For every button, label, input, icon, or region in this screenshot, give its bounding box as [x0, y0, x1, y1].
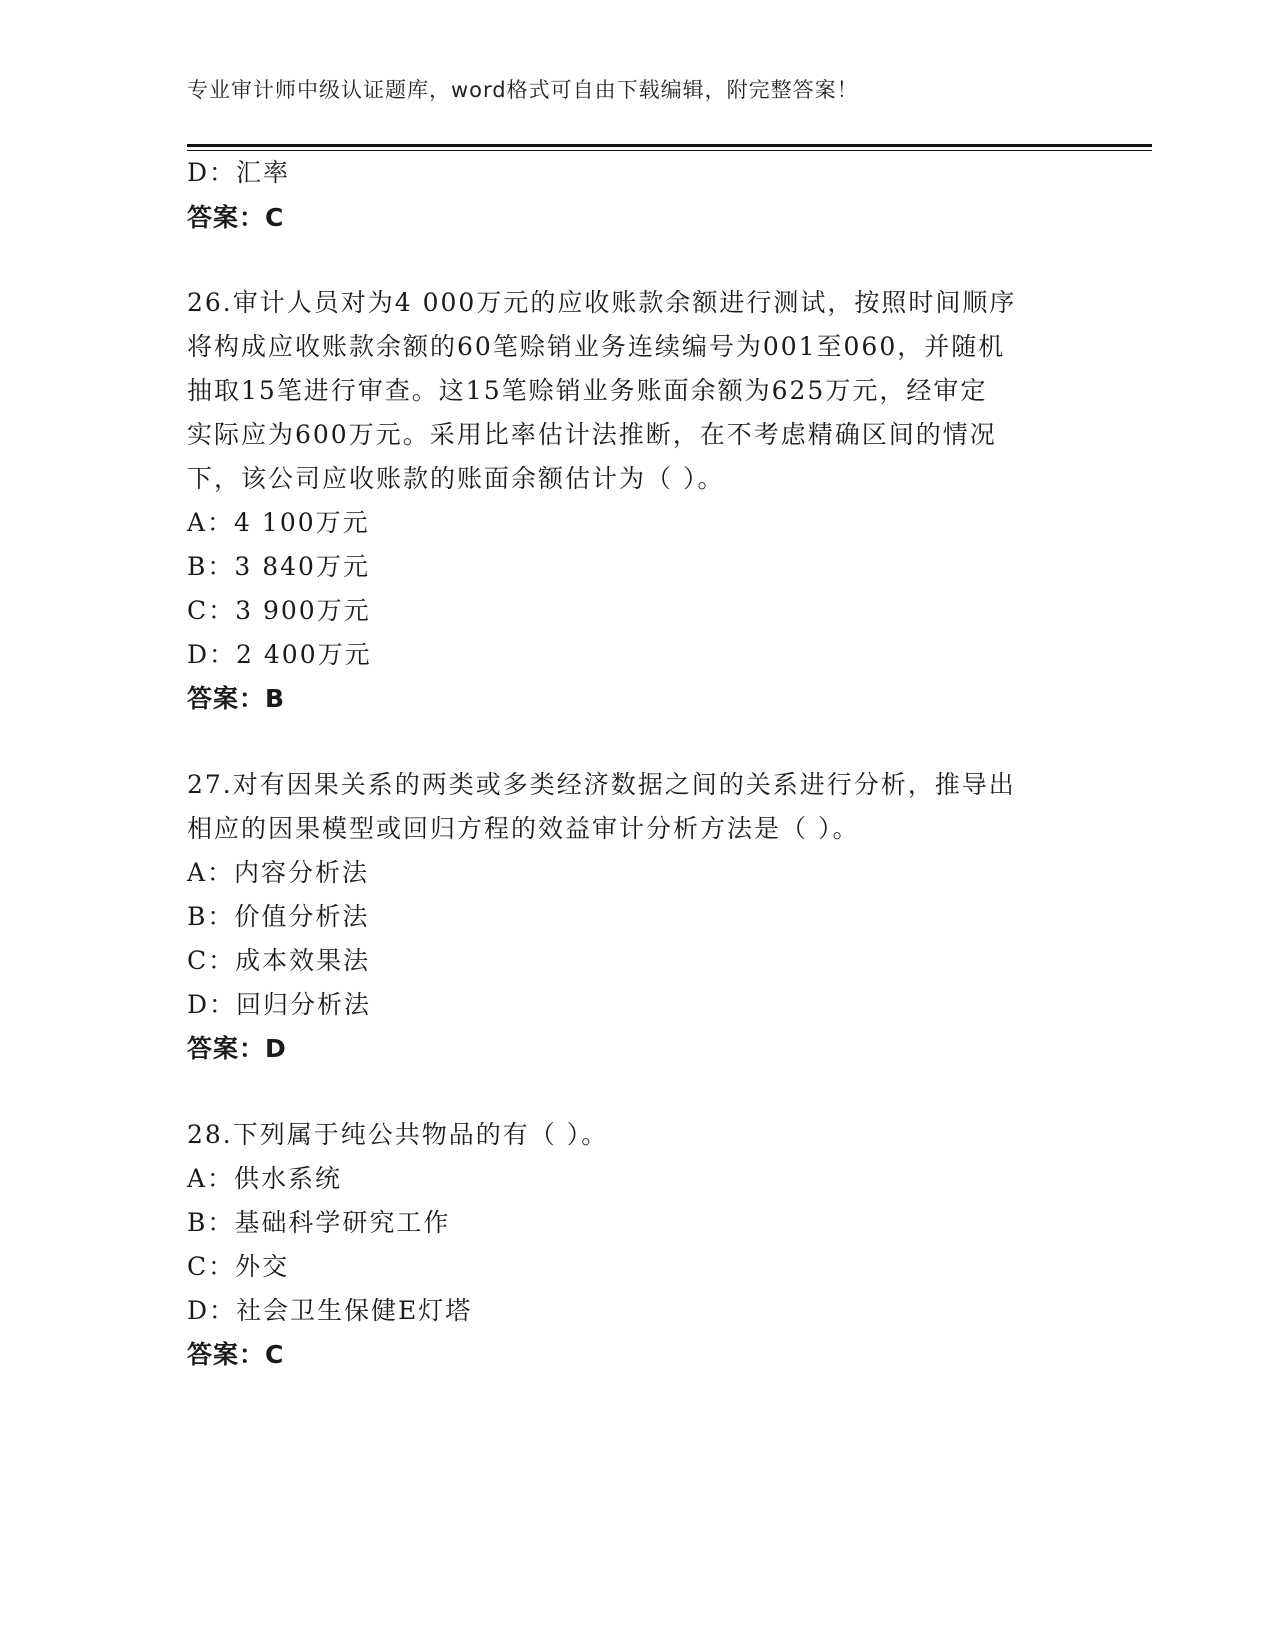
- q28-option-d: D：社会卫生保健E灯塔: [187, 1296, 473, 1325]
- q28-stem-line: 28.下列属于纯公共物品的有（ ）。: [187, 1120, 609, 1149]
- q27-option-d: D：回归分析法: [187, 990, 372, 1019]
- q28-option-a: A：供水系统: [187, 1164, 343, 1193]
- q28-option-b: B：基础科学研究工作: [187, 1208, 451, 1237]
- q26-stem-line: 抽取15笔进行审查。这15笔赊销业务账面余额为625万元，经审定: [187, 376, 988, 405]
- q26-option-b: B：3 840万元: [187, 552, 370, 581]
- q27-stem-line: 相应的因果模型或回归方程的效益审计分析方法是（ ）。: [187, 814, 860, 843]
- header-rule-thick: [187, 144, 1152, 147]
- q26-answer: 答案：B: [187, 684, 286, 713]
- q27-option-c: C：成本效果法: [187, 946, 371, 975]
- q26-stem-line: 下，该公司应收账款的账面余额估计为（ ）。: [187, 464, 725, 493]
- page-header: 专业审计师中级认证题库，word格式可自由下载编辑，附完整答案！: [187, 78, 859, 102]
- q27-stem-line: 27.对有因果关系的两类或多类经济数据之间的关系进行分析，推导出: [187, 770, 1016, 799]
- q26-stem-line: 26.审计人员对为4 000万元的应收账款余额进行测试，按照时间顺序: [187, 288, 1017, 317]
- q27-option-a: A：内容分析法: [187, 858, 370, 887]
- prev-option-d: D：汇率: [187, 158, 291, 187]
- q26-option-d: D：2 400万元: [187, 640, 372, 669]
- q26-stem-line: 实际应为600万元。采用比率估计法推断，在不考虑精确区间的情况: [187, 420, 997, 449]
- prev-answer: 答案：C: [187, 203, 285, 232]
- q27-answer: 答案：D: [187, 1034, 287, 1063]
- header-rule-thin: [187, 150, 1152, 151]
- q28-option-c: C：外交: [187, 1252, 290, 1281]
- q26-option-c: C：3 900万元: [187, 596, 371, 625]
- q26-stem-line: 将构成应收账款余额的60笔赊销业务连续编号为001至060，并随机: [187, 332, 1006, 361]
- q28-answer: 答案：C: [187, 1340, 285, 1369]
- q26-option-a: A：4 100万元: [187, 508, 370, 537]
- q27-option-b: B：价值分析法: [187, 902, 370, 931]
